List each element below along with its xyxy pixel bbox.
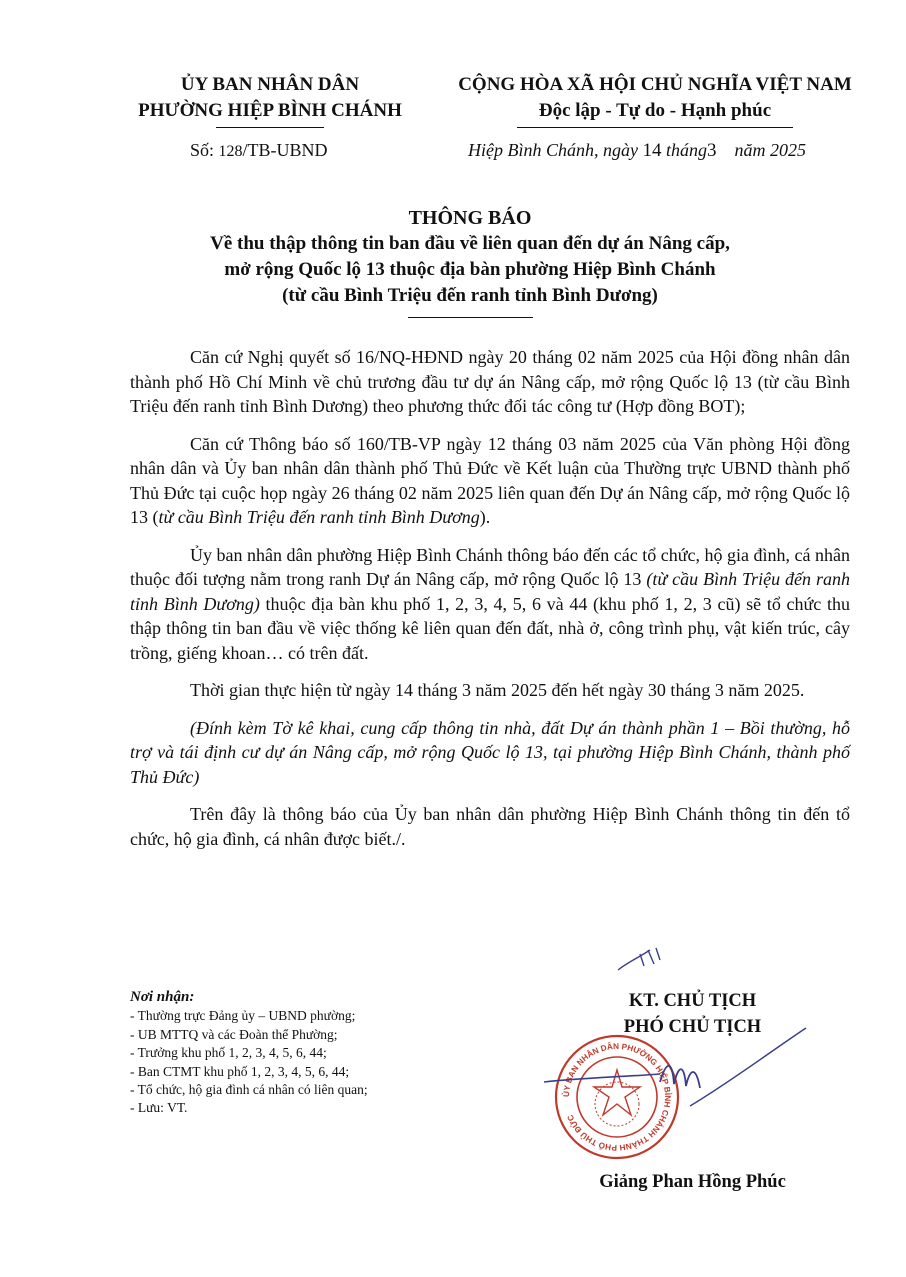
notice-subject-line3: (từ cầu Bình Triệu đến ranh tỉnh Bình Dương) (282, 285, 658, 306)
p3-text-b: thuộc địa bàn khu phố 1, 2, 3, 4, 5, 6 và 44 (khu phố 1, 2, 3 cũ) sẽ tổ chức thu thập thông tin ban đầu về việc thống kê liên quan đến đất, nhà ở, công trình phụ, vật kiến trúc, cây trồng, giếng khoan… có trên đất. (130, 593, 850, 663)
doc-number-value: 128 (218, 143, 243, 160)
seal-text: ỦY BAN NHÂN DÂN PHƯỜNG HIỆP BÌNH CHÁNH THÀNH PHỐ THỦ ĐỨC (561, 1041, 673, 1153)
motto: Độc lập - Tự do - Hạnh phúc (538, 100, 772, 121)
signature-title-line2: PHÓ CHỦ TỊCH (623, 1017, 762, 1037)
date-place (468, 140, 806, 162)
signature-title-line1: KT. CHỦ TỊCH (628, 991, 757, 1011)
paragraph-closing: Trên đây là thông báo của Ủy ban nhân dân phường Hiệp Bình Chánh thông tin đến tổ chức, hộ gia đình, cá nhân được biết./. (130, 804, 850, 849)
recipient-item: - Lưu: VT. (130, 1100, 188, 1116)
p2-text-a: Căn cứ Thông báo số 160/TB-VP ngày 12 tháng 03 năm 2025 của Văn phòng Hội đồng nhân dân và Ủy ban nhân dân thành phố Thủ Đức về Kết luận của Thường trực UBND thành phố Thủ Đức tại cuộc họp ngày 26 tháng 02 năm 2025 liên quan đến Dự án Nâng cấp, mở rộng Quốc lộ 13 ( (130, 433, 850, 527)
notice-body (130, 345, 850, 864)
paragraph-timeframe: Thời gian thực hiện từ ngày 14 tháng 3 năm 2025 đến hết ngày 30 tháng 3 năm 2025. (190, 680, 805, 700)
month-value: 3 (707, 140, 717, 161)
recipients-heading: Nơi nhận: (130, 989, 195, 1005)
paragraph-legal-basis-1: Căn cứ Nghị quyết số 16/NQ-HĐND ngày 20 tháng 02 năm 2025 của Hội đồng nhân dân thành phố Hồ Chí Minh về chủ trương đầu tư dự án Nâng cấp, mở rộng Quốc lộ 13 (từ cầu Bình Triệu đến ranh tỉnh Bình Dương) theo phương thức đối tác công tư (Hợp đồng BOT); (130, 347, 850, 416)
recipient-item: - Tổ chức, hộ gia đình cá nhân có liên quan; (130, 1082, 368, 1098)
notice-subject-line2: mở rộng Quốc lộ 13 thuộc địa bàn phường Hiệp Bình Chánh (224, 259, 716, 280)
paragraph-attachment: (Đính kèm Tờ kê khai, cung cấp thông tin nhà, đất Dự án thành phần 1 – Bồi thường, hỗ trợ và tái định cư dự án Nâng cấp, mở rộng Quốc lộ 13, tại phường Hiệp Bình Chánh, thành phố Thủ Đức) (130, 717, 850, 787)
place-label: Hiệp Bình Chánh, ngày (468, 140, 638, 160)
title-divider (408, 317, 533, 318)
notice-title (90, 205, 850, 318)
day-value: 14 (642, 140, 662, 161)
p2-text-italic: từ cầu Bình Triệu đến ranh tỉnh Bình Dương (158, 507, 480, 527)
recipient-item: - Trưởng khu phố 1, 2, 3, 4, 5, 6, 44; (130, 1045, 327, 1061)
recipient-item: - Ban CTMT khu phố 1, 2, 3, 4, 5, 6, 44; (130, 1063, 350, 1079)
recipients-list (130, 988, 510, 1118)
issuing-authority (120, 72, 420, 128)
p3-text-italic: (từ cầu Bình Triệu đến ranh tỉnh Bình Dương) (130, 569, 850, 614)
handwritten-signature (540, 1022, 810, 1132)
recipient-item: - Thường trực Đảng ủy – UBND phường; (130, 1008, 356, 1024)
paragraph-legal-basis-2 (130, 432, 850, 530)
signer-name: Giảng Phan Hồng Phúc (599, 1172, 786, 1192)
doc-number-prefix: Số: (190, 140, 215, 160)
notice-subject-line1: Về thu thập thông tin ban đầu về liên quan đến dự án Nâng cấp, (210, 233, 730, 254)
motto-underline (517, 127, 793, 128)
p3-text-a: Ủy ban nhân dân phường Hiệp Bình Chánh thông báo đến các tổ chức, hộ gia đình, cá nhân thuộc đối tượng nằm trong ranh Dự án Nâng cấp, mở rộng Quốc lộ 13 (130, 544, 850, 589)
nation-name: CỘNG HÒA XÃ HỘI CHỦ NGHĨA VIỆT NAM (458, 74, 852, 95)
paragraph-announcement (130, 543, 850, 666)
org-name-line2: PHƯỜNG HIỆP BÌNH CHÁNH (138, 100, 402, 121)
recipient-item: - UB MTTQ và các Đoàn thể Phường; (130, 1026, 338, 1042)
doc-number-suffix: /TB-UBND (242, 140, 328, 160)
org-name-line1: ỦY BAN NHÂN DÂN (180, 74, 360, 95)
notice-heading: THÔNG BÁO (408, 207, 532, 229)
month-label: tháng (665, 140, 707, 160)
initial-mark (610, 940, 670, 980)
year-label: năm 2025 (734, 140, 806, 160)
document-number (190, 140, 328, 161)
national-motto (425, 72, 885, 128)
p2-text-b: ). (479, 507, 491, 527)
org-underline (216, 127, 324, 128)
